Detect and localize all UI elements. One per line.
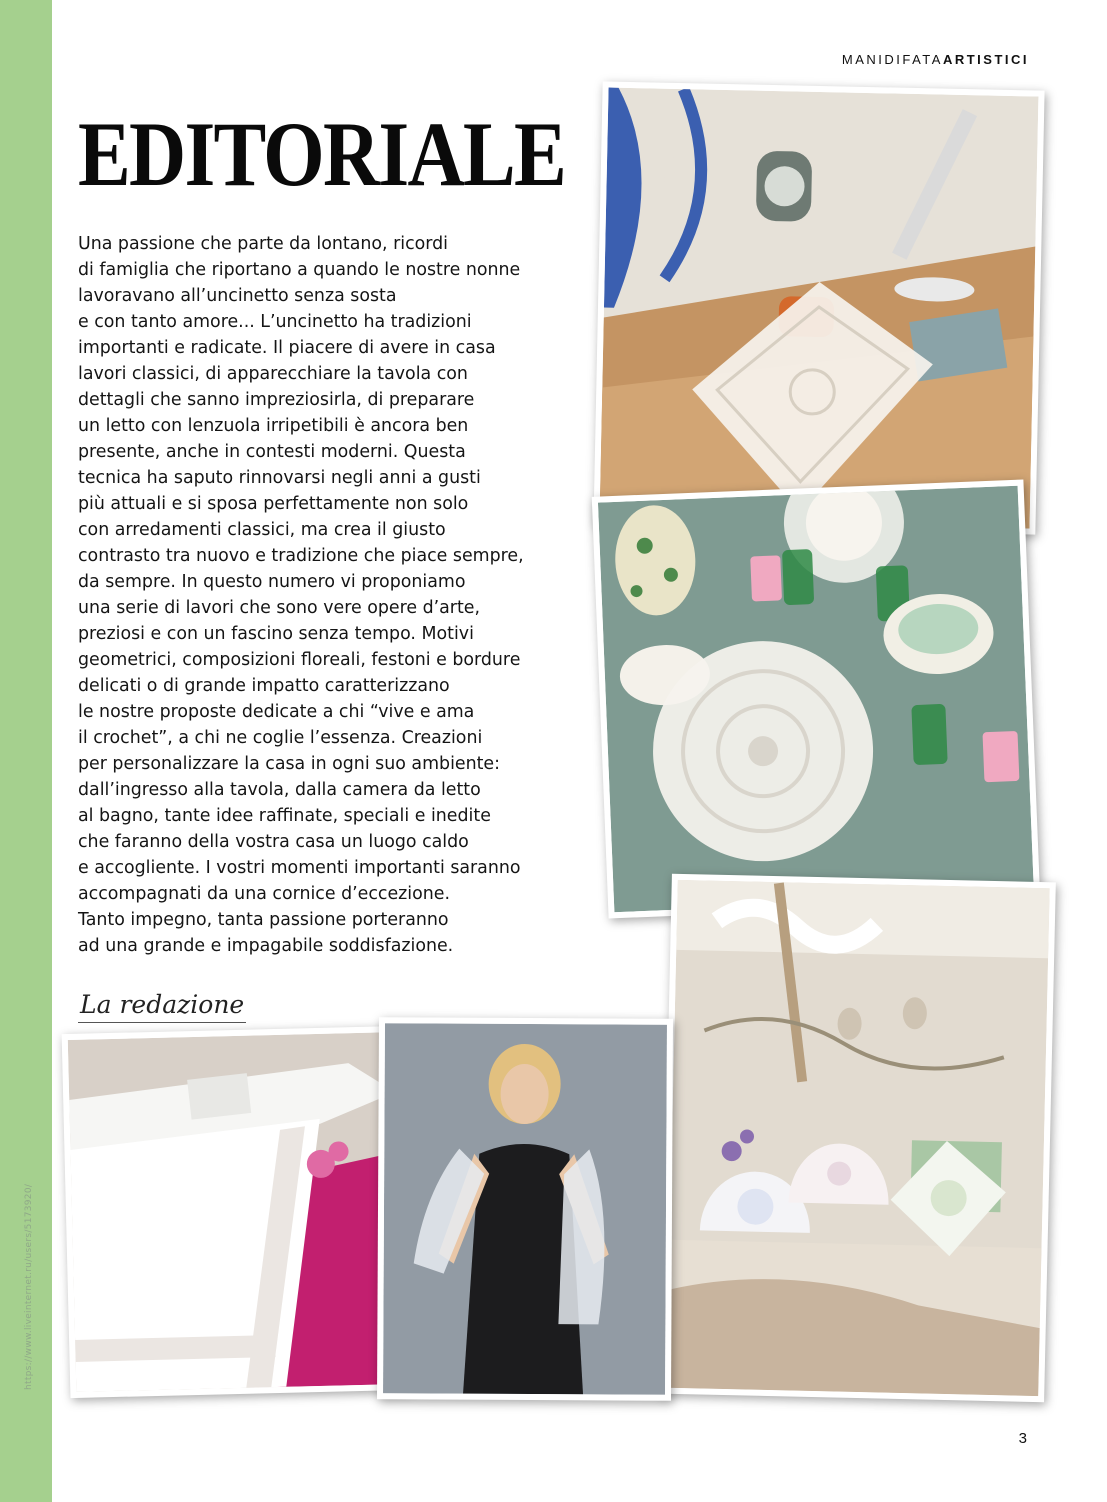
woman-scarf-image bbox=[383, 1023, 667, 1394]
body-line: con arredamenti classici, ma crea il giusto bbox=[78, 520, 446, 540]
desk-doily-image bbox=[600, 88, 1039, 529]
body-line: tecnica ha saputo rinnovarsi negli anni a gusti bbox=[78, 468, 481, 488]
body-line: presente, anche in contesti moderni. Questa bbox=[78, 442, 466, 462]
bed-linen-image bbox=[68, 1032, 403, 1392]
brand-part-1: MANIDIFATA bbox=[841, 52, 943, 67]
body-line: di famiglia che riportano a quando le nostre nonne bbox=[78, 260, 521, 280]
body-line: Tanto impegno, tanta passione porteranno bbox=[78, 910, 449, 930]
body-line: accompagnati da una cornice d’eccezione. bbox=[78, 884, 451, 904]
body-line: che faranno della vostra casa un luogo caldo bbox=[78, 832, 469, 852]
body-line: lavori classici, di apparecchiare la tavola con bbox=[78, 364, 468, 384]
body-line: per personalizzare la casa in ogni suo ambiente: bbox=[78, 754, 500, 774]
editorial-body bbox=[78, 231, 598, 959]
body-line: più attuali e si sposa perfettamente non solo bbox=[78, 494, 469, 514]
photo-crochet-ornaments bbox=[660, 874, 1056, 1403]
signature: La redazione bbox=[80, 990, 245, 1019]
body-line: una serie di lavori che sono vere opere d’arte, bbox=[78, 598, 481, 618]
side-url-watermark: https://www.liveinternet.ru/users/5173920/ bbox=[24, 1183, 34, 1390]
photo-woman-scarf bbox=[377, 1017, 673, 1401]
body-line: ad una grande e impagabile soddisfazione. bbox=[78, 936, 454, 956]
body-line: dettagli che sanno impreziosirla, di preparare bbox=[78, 390, 475, 410]
body-line: le nostre proposte dedicate a chi “vive e ama bbox=[78, 702, 475, 722]
table-doilies-image bbox=[598, 486, 1034, 913]
body-line: Una passione che parte da lontano, ricordi bbox=[78, 234, 448, 254]
page-title: EDITORIALE bbox=[78, 103, 566, 205]
body-line: dall’ingresso alla tavola, dalla camera da letto bbox=[78, 780, 481, 800]
brand-part-2: ARTISTICI bbox=[942, 52, 1029, 67]
body-line: al bagno, tante idee raffinate, speciali e inedite bbox=[78, 806, 491, 826]
body-line: il crochet”, a chi ne coglie l’essenza. Creazioni bbox=[78, 728, 483, 748]
body-line: geometrici, composizioni floreali, festoni e bordure bbox=[78, 650, 521, 670]
crochet-ornaments-image bbox=[666, 880, 1049, 1396]
photo-bed-linen bbox=[62, 1026, 409, 1398]
photo-table-doilies bbox=[592, 480, 1041, 919]
body-line: e con tanto amore... L’uncinetto ha tradizioni bbox=[78, 312, 472, 332]
body-line: contrasto tra nuovo e tradizione che piace sempre, bbox=[78, 546, 524, 566]
body-line: e accogliente. I vostri momenti importanti saranno bbox=[78, 858, 521, 878]
body-line: da sempre. In questo numero vi proponiamo bbox=[78, 572, 466, 592]
body-line: delicati o di grande impatto caratterizzano bbox=[78, 676, 450, 696]
photo-desk-doily bbox=[593, 81, 1044, 534]
body-line: preziosi e con un fascino senza tempo. Motivi bbox=[78, 624, 474, 644]
body-line: importanti e radicate. Il piacere di avere in casa bbox=[78, 338, 496, 358]
body-line: un letto con lenzuola irripetibili è ancora ben bbox=[78, 416, 469, 436]
body-line: lavoravano all’uncinetto senza sosta bbox=[78, 286, 397, 306]
magazine-brand bbox=[842, 52, 1029, 67]
signature-underline bbox=[78, 1022, 246, 1023]
page-number: 3 bbox=[1018, 1430, 1027, 1447]
